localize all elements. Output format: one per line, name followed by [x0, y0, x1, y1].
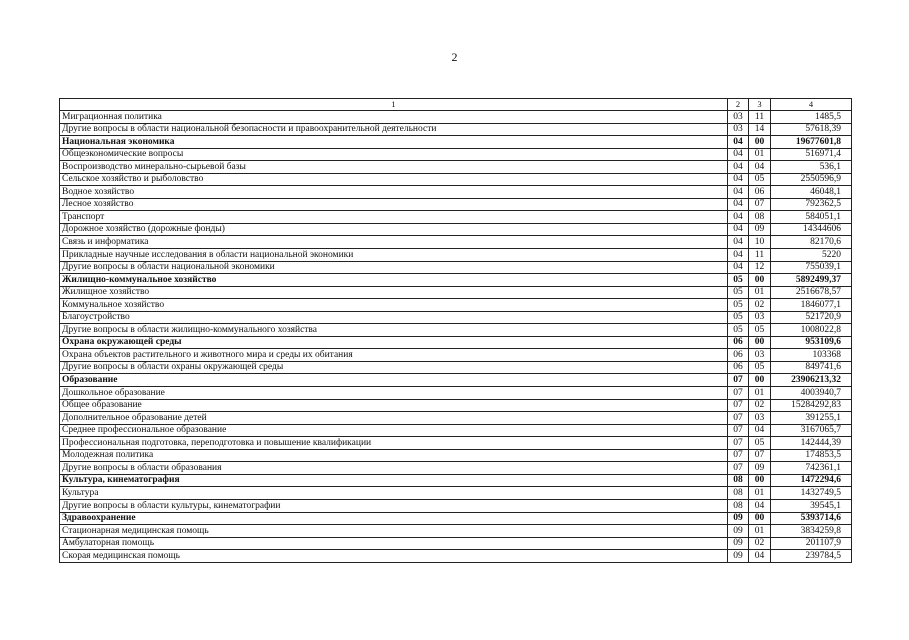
table-row: [60, 525, 852, 538]
row-subsection-code-cell: 09: [749, 462, 771, 475]
table-row: [60, 123, 852, 136]
row-subsection-code-cell: 14: [749, 123, 771, 136]
row-subsection-code-cell: 04: [749, 424, 771, 437]
table-row: [60, 198, 852, 211]
row-name-cell: Общее образование: [60, 399, 728, 412]
row-section-code-cell: 09: [728, 537, 749, 550]
row-name-cell: Дополнительное образование детей: [60, 412, 728, 425]
row-section-code-cell: 07: [728, 387, 749, 400]
table-row: [60, 387, 852, 400]
row-name-cell: Лесное хозяйство: [60, 198, 728, 211]
row-subsection-code-cell: 01: [749, 525, 771, 538]
row-subsection-code-cell: 03: [749, 349, 771, 362]
row-amount-cell: 516971,4: [771, 148, 852, 161]
row-section-code-cell: 04: [728, 148, 749, 161]
row-amount-cell: 23906213,32: [771, 374, 852, 387]
row-subsection-code-cell: 02: [749, 399, 771, 412]
row-section-code-cell: 04: [728, 211, 749, 224]
row-amount-cell: 2550596,9: [771, 173, 852, 186]
row-amount-cell: 19677601,8: [771, 136, 852, 149]
row-subsection-code-cell: 01: [749, 148, 771, 161]
row-amount-cell: 536,1: [771, 161, 852, 174]
table-row: [60, 324, 852, 337]
row-subsection-code-cell: 00: [749, 474, 771, 487]
row-amount-cell: 1008022,8: [771, 324, 852, 337]
row-name-cell: Жилищное хозяйство: [60, 286, 728, 299]
row-name-cell: Молодежная политика: [60, 449, 728, 462]
table-row: [60, 261, 852, 274]
row-subsection-code-cell: 05: [749, 173, 771, 186]
row-section-code-cell: 04: [728, 261, 749, 274]
table-row: [60, 223, 852, 236]
table-row: [60, 286, 852, 299]
table-header-row: [60, 99, 852, 111]
row-subsection-code-cell: 06: [749, 186, 771, 199]
row-section-code-cell: 09: [728, 550, 749, 563]
row-section-code-cell: 04: [728, 249, 749, 262]
row-section-code-cell: 07: [728, 437, 749, 450]
table-row: [60, 449, 852, 462]
row-amount-cell: 1472294,6: [771, 474, 852, 487]
row-name-cell: Сельское хозяйство и рыболовство: [60, 173, 728, 186]
row-subsection-code-cell: 00: [749, 136, 771, 149]
section-total-row: [60, 274, 852, 287]
table-row: [60, 186, 852, 199]
row-amount-cell: 3167065,7: [771, 424, 852, 437]
row-amount-cell: 142444,39: [771, 437, 852, 450]
row-amount-cell: 3834259,8: [771, 525, 852, 538]
row-subsection-code-cell: 07: [749, 449, 771, 462]
row-section-code-cell: 07: [728, 449, 749, 462]
row-amount-cell: 391255,1: [771, 412, 852, 425]
row-section-code-cell: 06: [728, 349, 749, 362]
row-section-code-cell: 04: [728, 236, 749, 249]
row-amount-cell: 46048,1: [771, 186, 852, 199]
row-name-cell: Прикладные научные исследования в области национальной экономики: [60, 249, 728, 262]
row-name-cell: Культура, кинематография: [60, 474, 728, 487]
row-amount-cell: 521720,9: [771, 311, 852, 324]
row-section-code-cell: 07: [728, 462, 749, 475]
row-name-cell: Культура: [60, 487, 728, 500]
table-row: [60, 424, 852, 437]
row-amount-cell: 849741,6: [771, 361, 852, 374]
row-section-code-cell: 04: [728, 223, 749, 236]
row-subsection-code-cell: 00: [749, 336, 771, 349]
table-row: [60, 550, 852, 563]
section-total-row: [60, 336, 852, 349]
row-subsection-code-cell: 01: [749, 487, 771, 500]
row-subsection-code-cell: 05: [749, 324, 771, 337]
row-subsection-code-cell: 05: [749, 437, 771, 450]
row-amount-cell: 742361,1: [771, 462, 852, 475]
row-section-code-cell: 07: [728, 412, 749, 425]
row-amount-cell: 57618,39: [771, 123, 852, 136]
table-row: [60, 399, 852, 412]
row-subsection-code-cell: 10: [749, 236, 771, 249]
row-name-cell: Жилищно-коммунальное хозяйство: [60, 274, 728, 287]
row-subsection-code-cell: 00: [749, 512, 771, 525]
row-subsection-code-cell: 04: [749, 499, 771, 512]
row-name-cell: Другие вопросы в области национальной безопасности и правоохранительной деятельности: [60, 123, 728, 136]
row-name-cell: Другие вопросы в области культуры, кинематографии: [60, 499, 728, 512]
row-section-code-cell: 04: [728, 136, 749, 149]
row-subsection-code-cell: 02: [749, 299, 771, 312]
row-section-code-cell: 03: [728, 111, 749, 124]
row-subsection-code-cell: 04: [749, 161, 771, 174]
row-subsection-code-cell: 11: [749, 249, 771, 262]
row-amount-cell: 5393714,6: [771, 512, 852, 525]
row-amount-cell: 953109,6: [771, 336, 852, 349]
row-amount-cell: 201107,9: [771, 537, 852, 550]
row-section-code-cell: 05: [728, 274, 749, 287]
table-row: [60, 499, 852, 512]
row-name-cell: Дорожное хозяйство (дорожные фонды): [60, 223, 728, 236]
row-amount-cell: 103368: [771, 349, 852, 362]
row-name-cell: Стационарная медицинская помощь: [60, 525, 728, 538]
header-col-4: 4: [771, 99, 852, 111]
row-name-cell: Дошкольное образование: [60, 387, 728, 400]
row-name-cell: Национальная экономика: [60, 136, 728, 149]
page-number: 2: [451, 50, 458, 64]
row-name-cell: Благоустройство: [60, 311, 728, 324]
row-section-code-cell: 08: [728, 487, 749, 500]
row-name-cell: Охрана объектов растительного и животного мира и среды их обитания: [60, 349, 728, 362]
row-section-code-cell: 08: [728, 499, 749, 512]
row-section-code-cell: 05: [728, 324, 749, 337]
row-section-code-cell: 04: [728, 198, 749, 211]
row-amount-cell: 5220: [771, 249, 852, 262]
section-total-row: [60, 374, 852, 387]
row-section-code-cell: 03: [728, 123, 749, 136]
row-subsection-code-cell: 02: [749, 537, 771, 550]
row-name-cell: Амбулаторная помощь: [60, 537, 728, 550]
section-total-row: [60, 512, 852, 525]
row-section-code-cell: 04: [728, 161, 749, 174]
budget-table-body: [60, 99, 852, 563]
row-name-cell: Другие вопросы в области образования: [60, 462, 728, 475]
row-amount-cell: 239784,5: [771, 550, 852, 563]
header-col-3: 3: [749, 99, 771, 111]
table-row: [60, 111, 852, 124]
row-section-code-cell: 07: [728, 399, 749, 412]
row-section-code-cell: 06: [728, 361, 749, 374]
table-row: [60, 299, 852, 312]
table-row: [60, 161, 852, 174]
row-name-cell: Другие вопросы в области жилищно-коммунального хозяйства: [60, 324, 728, 337]
row-amount-cell: 174853,5: [771, 449, 852, 462]
row-amount-cell: 39545,1: [771, 499, 852, 512]
row-name-cell: Транспорт: [60, 211, 728, 224]
table-row: [60, 173, 852, 186]
row-subsection-code-cell: 11: [749, 111, 771, 124]
table-row: [60, 412, 852, 425]
row-amount-cell: 82170,6: [771, 236, 852, 249]
header-col-1: 1: [60, 99, 728, 111]
row-subsection-code-cell: 03: [749, 412, 771, 425]
row-name-cell: Связь и информатика: [60, 236, 728, 249]
row-name-cell: Охрана окружающей среды: [60, 336, 728, 349]
row-amount-cell: 1846077,1: [771, 299, 852, 312]
row-section-code-cell: 05: [728, 311, 749, 324]
table-row: [60, 148, 852, 161]
row-section-code-cell: 07: [728, 374, 749, 387]
row-name-cell: Образование: [60, 374, 728, 387]
row-subsection-code-cell: 12: [749, 261, 771, 274]
row-subsection-code-cell: 01: [749, 286, 771, 299]
budget-table: [59, 98, 852, 563]
table-row: [60, 211, 852, 224]
row-amount-cell: 1485,5: [771, 111, 852, 124]
row-name-cell: Водное хозяйство: [60, 186, 728, 199]
row-name-cell: Скорая медицинская помощь: [60, 550, 728, 563]
row-section-code-cell: 06: [728, 336, 749, 349]
header-col-2: 2: [728, 99, 749, 111]
row-amount-cell: 755039,1: [771, 261, 852, 274]
row-section-code-cell: 05: [728, 286, 749, 299]
section-total-row: [60, 474, 852, 487]
row-subsection-code-cell: 07: [749, 198, 771, 211]
row-subsection-code-cell: 01: [749, 387, 771, 400]
row-amount-cell: 15284292,83: [771, 399, 852, 412]
row-name-cell: Общеэкономические вопросы: [60, 148, 728, 161]
row-subsection-code-cell: 00: [749, 374, 771, 387]
row-name-cell: Здравоохранение: [60, 512, 728, 525]
table-row: [60, 437, 852, 450]
row-amount-cell: 584051,1: [771, 211, 852, 224]
row-name-cell: Профессиональная подготовка, переподготовка и повышение квалификации: [60, 437, 728, 450]
row-section-code-cell: 04: [728, 186, 749, 199]
table-row: [60, 361, 852, 374]
row-subsection-code-cell: 09: [749, 223, 771, 236]
row-amount-cell: 2516678,57: [771, 286, 852, 299]
table-row: [60, 236, 852, 249]
table-row: [60, 537, 852, 550]
row-section-code-cell: 09: [728, 512, 749, 525]
row-subsection-code-cell: 03: [749, 311, 771, 324]
row-name-cell: Другие вопросы в области национальной экономики: [60, 261, 728, 274]
section-total-row: [60, 136, 852, 149]
row-section-code-cell: 09: [728, 525, 749, 538]
row-subsection-code-cell: 00: [749, 274, 771, 287]
row-name-cell: Миграционная политика: [60, 111, 728, 124]
row-amount-cell: 14344606: [771, 223, 852, 236]
row-subsection-code-cell: 04: [749, 550, 771, 563]
row-section-code-cell: 04: [728, 173, 749, 186]
row-amount-cell: 5892499,37: [771, 274, 852, 287]
row-section-code-cell: 05: [728, 299, 749, 312]
table-row: [60, 487, 852, 500]
row-section-code-cell: 07: [728, 424, 749, 437]
row-amount-cell: 792362,5: [771, 198, 852, 211]
row-subsection-code-cell: 08: [749, 211, 771, 224]
row-section-code-cell: 08: [728, 474, 749, 487]
row-name-cell: Воспроизводство минерально-сырьевой базы: [60, 161, 728, 174]
table-row: [60, 349, 852, 362]
row-subsection-code-cell: 05: [749, 361, 771, 374]
row-amount-cell: 1432749,5: [771, 487, 852, 500]
row-amount-cell: 4003940,7: [771, 387, 852, 400]
row-name-cell: Среднее профессиональное образование: [60, 424, 728, 437]
table-row: [60, 311, 852, 324]
row-name-cell: Коммунальное хозяйство: [60, 299, 728, 312]
table-row: [60, 249, 852, 262]
table-row: [60, 462, 852, 475]
row-name-cell: Другие вопросы в области охраны окружающей среды: [60, 361, 728, 374]
